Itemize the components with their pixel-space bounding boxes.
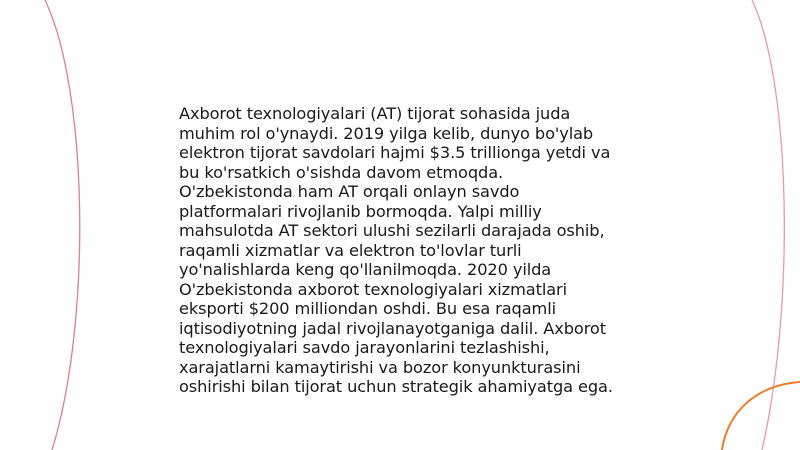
text-line: mahsulotda AT sektori ulushi sezilarli darajada oshib, — [179, 221, 605, 240]
text-line: Axborot texnologiyalari (AT) tijorat sohasida juda — [179, 104, 571, 123]
orange-arc-decoration — [722, 382, 800, 450]
text-line: O'zbekistonda axborot texnologiyalari xizmatlari — [179, 279, 567, 299]
text-line: platformalari rivojlanib bormoqda. Yalpi milliy — [179, 201, 542, 221]
text-line: muhim rol o'ynaydi. 2019 yilga kelib, dunyo bo'ylab — [179, 123, 594, 143]
text-line: iqtisodiyotning jadal rivojlanayotganiga dalil. Axborot — [179, 318, 606, 338]
left-arc-decoration — [45, 0, 80, 450]
text-line: raqamli xizmatlar va elektron to'lovlar turli — [179, 240, 522, 260]
text-line: elektron tijorat savdolari hajmi $3.5 trillionga yetdi va — [179, 143, 611, 162]
body-paragraph — [179, 104, 629, 397]
text-line: O'zbekistonda ham AT orqali onlayn savdo — [179, 182, 520, 201]
text-line: bu ko'rsatkich o'sishda davom etmoqda. — [179, 162, 504, 182]
text-line: yo'nalishlarda keng qo'llanilmoqda. 2020 yilda — [179, 260, 552, 279]
text-line: eksporti $200 milliondan oshdi. Bu esa raqamli — [179, 299, 557, 318]
right-arc-decoration — [752, 0, 784, 450]
text-line: xarajatlarni kamaytirishi va bozor konyunkturasini — [179, 357, 581, 377]
text-line: texnologiyalari savdo jarayonlarini tezlashishi, — [179, 338, 550, 357]
text-line: oshirishi bilan tijorat uchun strategik ahamiyatga ega. — [179, 377, 613, 396]
